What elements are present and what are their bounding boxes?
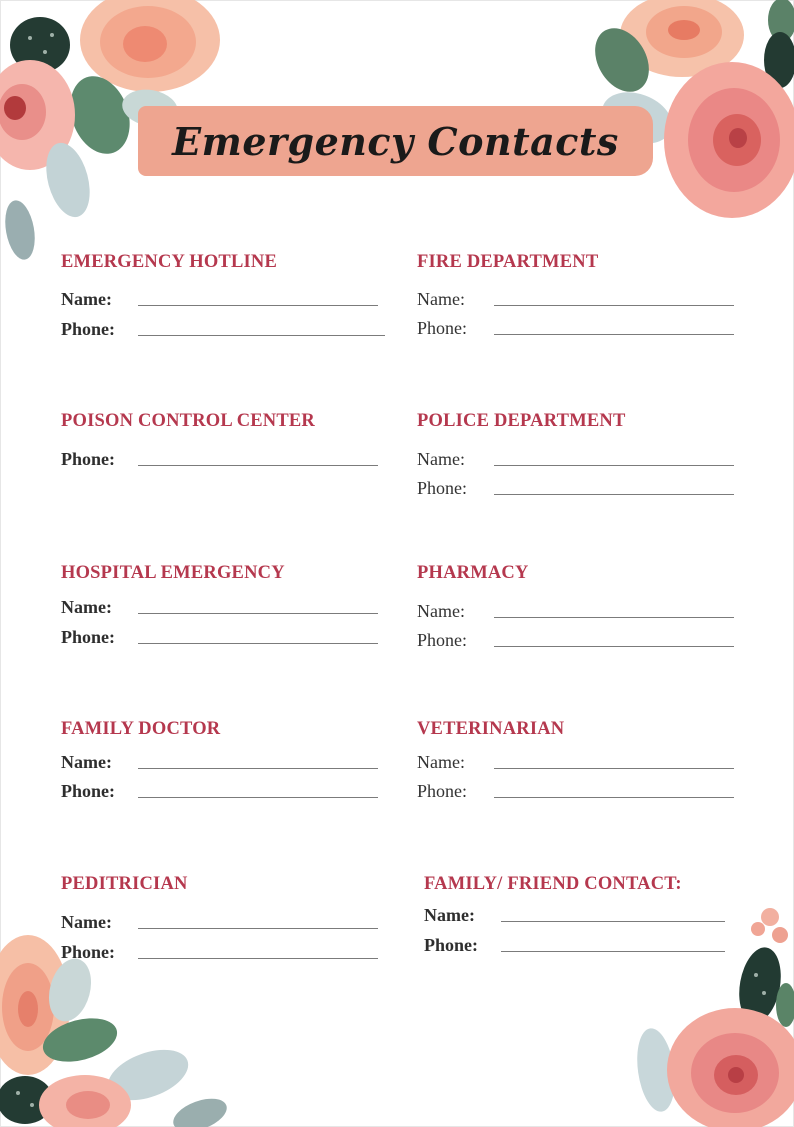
field-label: Phone:: [417, 781, 468, 801]
field-label: Name:: [417, 601, 465, 621]
contact-section: [424, 872, 754, 955]
field-label: Phone:: [61, 627, 115, 647]
field-row: [417, 447, 747, 471]
page-title: Emergency Contacts: [172, 118, 619, 164]
contact-section: [417, 250, 747, 338]
write-in-line[interactable]: [501, 951, 725, 952]
write-in-line[interactable]: [494, 465, 734, 466]
write-in-line[interactable]: [138, 797, 378, 798]
write-in-line[interactable]: [494, 768, 734, 769]
field-row: [424, 903, 754, 927]
field-label: Phone:: [417, 478, 468, 498]
section-heading: PEDITRICIAN: [61, 874, 188, 894]
section-heading: PHARMACY: [417, 563, 529, 583]
contact-section: [417, 561, 747, 650]
field-row: [417, 779, 747, 803]
field-label: Name:: [61, 912, 112, 932]
floral-bottom-right-decoration: [630, 895, 794, 1127]
field-row: [417, 628, 747, 652]
write-in-line[interactable]: [138, 958, 378, 959]
contact-section: [61, 250, 391, 339]
field-label: Name:: [61, 289, 112, 309]
field-label: Phone:: [424, 935, 478, 955]
section-heading: FIRE DEPARTMENT: [417, 252, 599, 272]
field-row: [61, 940, 391, 964]
write-in-line[interactable]: [494, 305, 734, 306]
write-in-line[interactable]: [494, 494, 734, 495]
field-label: Name:: [424, 905, 475, 925]
field-label: Name:: [61, 752, 112, 772]
field-label: Phone:: [417, 630, 468, 650]
field-row: [61, 317, 391, 341]
contact-section: [61, 717, 391, 801]
field-row: [61, 447, 391, 471]
contact-section: [417, 717, 747, 801]
contact-section: [61, 561, 391, 647]
field-label: Name:: [417, 449, 465, 469]
title-banner: [138, 106, 653, 176]
contact-section: [61, 872, 391, 962]
field-row: [61, 910, 391, 934]
field-label: Name:: [417, 752, 465, 772]
section-heading: POISON CONTROL CENTER: [61, 411, 315, 431]
field-row: [417, 599, 747, 623]
field-row: [61, 625, 391, 649]
field-row: [61, 287, 391, 311]
section-heading: FAMILY DOCTOR: [61, 719, 221, 739]
section-heading: POLICE DEPARTMENT: [417, 411, 626, 431]
write-in-line[interactable]: [138, 305, 378, 306]
write-in-line[interactable]: [138, 465, 378, 466]
field-row: [417, 316, 747, 340]
write-in-line[interactable]: [494, 617, 734, 618]
write-in-line[interactable]: [138, 768, 378, 769]
section-heading: EMERGENCY HOTLINE: [61, 252, 278, 272]
write-in-line[interactable]: [138, 643, 378, 644]
field-label: Phone:: [61, 319, 115, 339]
field-label: Phone:: [61, 781, 115, 801]
section-heading: FAMILY/ FRIEND CONTACT:: [424, 874, 682, 894]
field-row: [417, 476, 747, 500]
field-row: [61, 595, 391, 619]
write-in-line[interactable]: [494, 646, 734, 647]
contact-section: [417, 409, 747, 498]
field-label: Phone:: [417, 318, 468, 338]
field-row: [417, 287, 747, 311]
section-heading: VETERINARIAN: [417, 719, 565, 739]
write-in-line[interactable]: [494, 797, 734, 798]
field-label: Name:: [61, 597, 112, 617]
field-label: Name:: [417, 289, 465, 309]
write-in-line[interactable]: [138, 613, 378, 614]
write-in-line[interactable]: [138, 928, 378, 929]
field-row: [61, 779, 391, 803]
contact-section: [61, 409, 391, 469]
write-in-line[interactable]: [138, 335, 385, 336]
field-row: [61, 750, 391, 774]
section-heading: HOSPITAL EMERGENCY: [61, 563, 285, 583]
field-row: [417, 750, 747, 774]
write-in-line[interactable]: [501, 921, 725, 922]
field-label: Phone:: [61, 449, 115, 469]
write-in-line[interactable]: [494, 334, 734, 335]
field-label: Phone:: [61, 942, 115, 962]
field-row: [424, 933, 754, 957]
